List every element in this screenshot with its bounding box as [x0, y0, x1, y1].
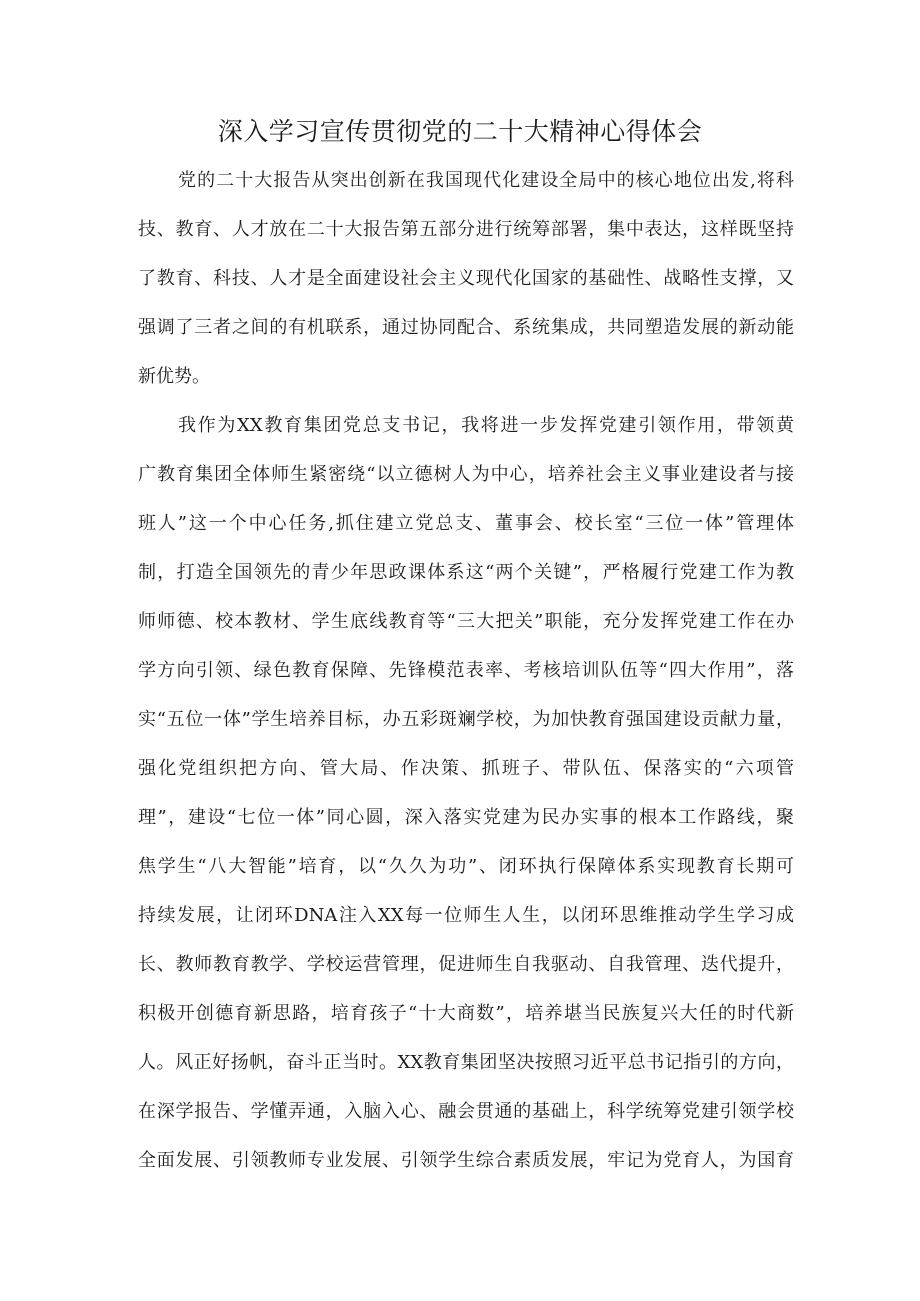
text-line: 了教育、科技、人才是全面建设社会主义现代化国家的基础性、战略性支撑，又	[138, 268, 794, 289]
text-line: 全面发展、引领教师专业发展、引领学生综合素质发展，牢记为党育人，为国育	[138, 1150, 794, 1171]
text-line: 积极开创德育新思路，培育孩子“十大商数”，培养堪当民族复兴大任的时代新	[138, 1003, 794, 1024]
text-line: 在深学报告、学懂弄通，入脑入心、融会贯通的基础上，科学统筹党建引领学校	[138, 1101, 794, 1122]
text-line: 实“五位一体”学生培养目标，办五彩斑斓学校，为加快教育强国建设贡献力量，	[138, 709, 794, 730]
text-line: 长、教师教育教学、学校运营管理，促进师生自我驱动、自我管理、迭代提升，	[138, 954, 794, 975]
text-line: 制，打造全国领先的青少年思政课体系这“两个关键”，严格履行党建工作为教	[138, 562, 794, 583]
text-line: 广教育集团全体师生紧密绕“以立德树人为中心，培养社会主义事业建设者与接	[138, 464, 794, 485]
document-title: 深入学习宣传贯彻党的二十大精神心得体会	[217, 117, 703, 146]
text-line: 班人”这一个中心任务,抓住建立党总支、董事会、校长室“三位一体”管理体	[138, 513, 794, 534]
text-line: 持续发展，让闭环DNA注入XX每一位师生人生，以闭环思维推动学生学习成	[138, 905, 794, 926]
text-line: 党的二十大报告从突出创新在我国现代化建设全局中的核心地位出发,将科	[178, 170, 794, 191]
text-line: 学方向引领、绿色教育保障、先锋模范表率、考核培训队伍等“四大作用”，落	[138, 660, 794, 681]
text-line: 我作为XX教育集团党总支书记，我将进一步发挥党建引领作用，带领黄	[178, 415, 794, 436]
text-line: 新优势。	[138, 366, 210, 387]
text-line: 师师德、校本教材、学生底线教育等“三大把关”职能，充分发挥党建工作在办	[138, 611, 794, 632]
text-line: 焦学生“八大智能”培育，以“久久为功”、闭环执行保障体系实现教育长期可	[138, 856, 794, 877]
text-line: 强化党组织把方向、管大局、作决策、抓班子、带队伍、保落实的“六项管	[138, 758, 794, 779]
text-line: 强调了三者之间的有机联系，通过协同配合、系统集成，共同塑造发展的新动能	[138, 317, 794, 338]
text-line: 人。风正好扬帆，奋斗正当时。XX教育集团坚决按照习近平总书记指引的方向，	[138, 1052, 794, 1073]
text-line: 技、教育、人才放在二十大报告第五部分进行统筹部署，集中表达，这样既坚持	[138, 219, 794, 240]
text-line: 理”，建设“七位一体”同心圆，深入落实党建为民办实事的根本工作路线，聚	[138, 807, 794, 828]
